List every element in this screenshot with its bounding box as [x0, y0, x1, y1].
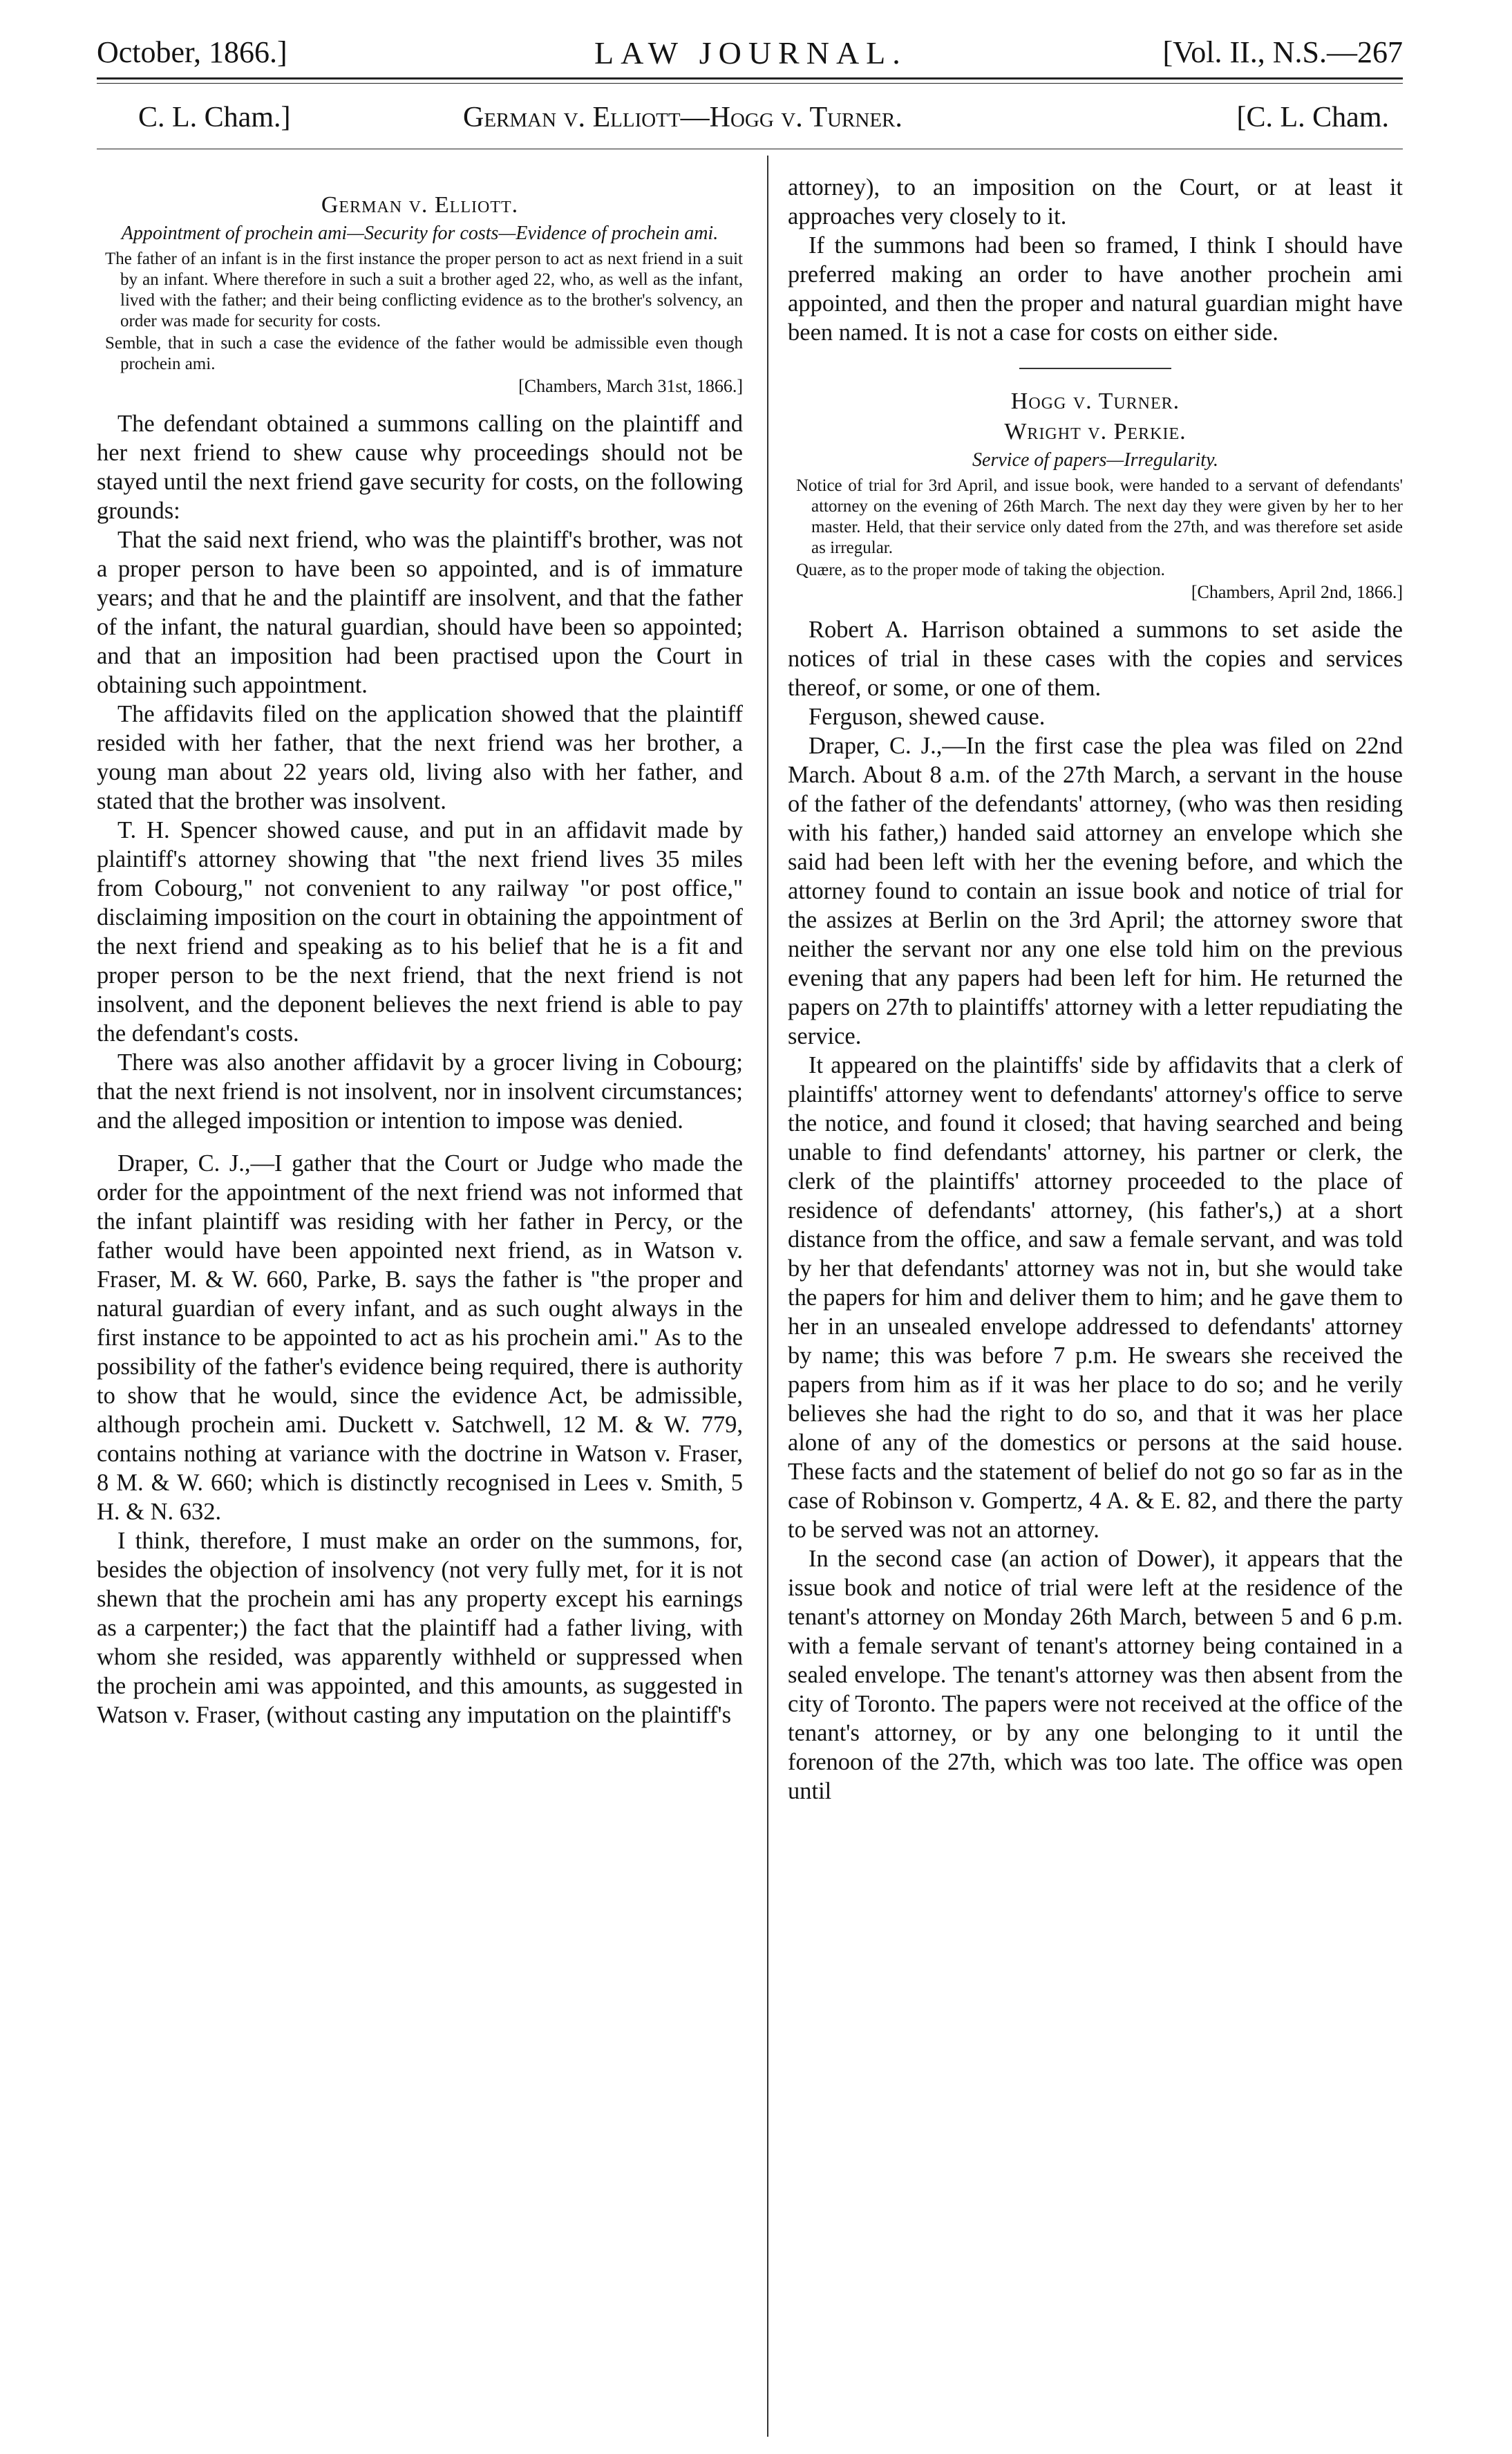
citation: [Chambers, April 2nd, 1866.]	[1191, 582, 1403, 602]
case-header-left: C. L. Cham.]	[138, 102, 291, 133]
paragraph: Robert A. Harrison obtained a summons to set aside the notices of trial in these cases with the copies and services thereof, or some, or one of them.	[788, 617, 1403, 701]
header-date: October, 1866.]	[97, 35, 287, 69]
running-header	[97, 28, 1403, 76]
section-rule	[1019, 368, 1171, 369]
case-header-center: German v. Elliott—Hogg v. Turner.	[463, 102, 903, 133]
header-rule-thick	[97, 77, 1403, 79]
headnote: Quære, as to the proper mode of taking the objection.	[796, 561, 1165, 579]
judgment-paragraph: Draper, C. J.,—In the first case the plea was filed on 22nd March. About 8 a.m. of the 27th March, a servant in the house of the father of the defendants' attorney, (who was then residing with his father,) handed said attorney an envelope which she said had been left with her the evening before, and which the attorney found to contain an issue book and notice of trial for the assizes at Berlin on the 3rd April; the attorney swore that neither the servant nor any one else told him on the previous evening that any papers had been left for him. He returned the papers on 27th to plaintiffs' attorney with a letter repudiating the service.	[788, 733, 1403, 1049]
paragraph: In the second case (an action of Dower), it appears that the issue book and notice of trial were left at the residence of the tenant's attorney on Monday 26th March, between 5 and 6 p.m. with a female servant of tenant's attorney being contained in a sealed envelope. The tenant's attorney was then absent from the city of Toronto. The papers were not received at the office of the tenant's attorney, or by any one belonging to it until the forenoon of the 27th, which was too late. The office was open until	[788, 1546, 1403, 1804]
case-header-right: [C. L. Cham.	[1236, 102, 1389, 133]
citation: [Chambers, March 31st, 1866.]	[518, 376, 743, 396]
judgment-paragraph: Draper, C. J.,—I gather that the Court or Judge who made the order for the appointment of the next friend was not informed that the infant plaintiff was residing with her father in Percy, or the father would have been appointed next friend, as in Watson v. Fraser, M. & W. 660, Parke, B. says the father is "the proper and natural guardian of every infant, and as such ought always in the first instance to be appointed to act as his prochein ami." As to the possibility of the father's evidence being required, there is authority to show that he would, since the evidence Act, be admissible, although prochein ami. Duckett v. Satchwell, 12 M. & W. 779, contains nothing at variance with the doctrine in Watson v. Fraser, 8 M. & W. 660; which is distinctly recognised in Lees v. Smith, 5 H. & N. 632.	[97, 1150, 743, 1525]
paragraph: The defendant obtained a summons calling on the plaintiff and her next friend to shew cause why proceedings should not be stayed until the next friend gave security for costs, on the following grounds:	[97, 411, 743, 524]
case-header	[97, 97, 1403, 138]
paragraph: It appeared on the plaintiffs' side by affidavits that a clerk of plaintiffs' attorney went to defendants' attorney's office to serve the notice, and found it closed; that having searched and being unable to find defendants' attorney, his partner or clerk, the clerk of the plaintiffs' attorney proceeded to the place of residence of defendants' attorney, (his father's,) at a short distance from the office, and saw a female servant, and was told by her that defendants' attorney was not in, but she would take the papers for him and deliver them to him; and he gave them to her in an unsealed envelope addressed to defendants' attorney by name; this was before 7 p.m. He swears she received the papers from him as if it was her place to do so; and he verily believes she had the right to do so, and that it was her place alone of any of the domestics or persons at the said house. These facts and the statement of belief do not go so far as in the case of Robinson v. Gompertz, 4 A. & E. 82, and there the party to be served was not an attorney.	[788, 1052, 1403, 1543]
right-column	[788, 173, 1403, 1806]
case-title: Wright v. Perkie.	[1004, 419, 1187, 444]
headnote: The father of an infant is in the first instance the proper person to act as next friend in a suit by an infant. Where therefore in such a suit a brother aged 22, who, as well as the infant, lived with the father; and their being conflicting evidence as to the brother's solvency, an order was made for security for costs.	[105, 250, 743, 330]
column-divider	[767, 156, 768, 2437]
paragraph: That the said next friend, who was the plaintiff's brother, was not a proper person to have been so appointed, and is of immature years; and that he and the plaintiff are insolvent, and that the father of the infant, the natural guardian, should have been so appointed; and that an imposition had been practised upon the Court in obtaining such appointment.	[97, 527, 743, 698]
case-title: German v. Elliott.	[321, 192, 519, 218]
left-column	[97, 173, 743, 1730]
paragraph: I think, therefore, I must make an order on the summons, for, besides the objection of insolvency (not very fully met, for it is not shewn that the prochein ami has any property except his earnings as a carpenter;) the fact that the plaintiff had a father living, with whom she resided, was apparently withheld or suppressed when the prochein ami was appointed, and this amounts, as suggested in Watson v. Fraser, (without casting any imputation on the plaintiff's	[97, 1528, 743, 1728]
paragraph: attorney), to an imposition on the Court, or at least it approaches very closely to it.	[788, 174, 1403, 230]
header-journal-title: LAW JOURNAL.	[594, 35, 907, 71]
paragraph: Ferguson, shewed cause.	[809, 704, 1046, 730]
paragraph: The affidavits filed on the application showed that the plaintiff resided with her father, that the next friend was her brother, a young man about 22 years old, living also with her father, and stated that the brother was insolvent.	[97, 701, 743, 814]
paragraph: T. H. Spencer showed cause, and put in an affidavit made by plaintiff's attorney showing that "the next friend lives 35 miles from Cobourg," not convenient to any railway "or post office," disclaiming imposition on the court in obtaining the appointment of the next friend and speaking as to his belief that he is a fit and proper person to be the next friend, that the next friend is not insolvent, and the deponent believes the next friend is able to pay the defendant's costs.	[97, 817, 743, 1047]
headnote-title: Service of papers—Irregularity.	[972, 449, 1218, 471]
header-volume-page: [Vol. II., N.S.—267	[1162, 35, 1403, 69]
case-title: Hogg v. Turner.	[1010, 388, 1180, 414]
headnote: Semble, that in such a case the evidence of the father would be admissible even though prochein ami.	[105, 334, 743, 373]
paragraph: There was also another affidavit by a grocer living in Cobourg; that the next friend is not insolvent, nor in insolvent circumstances; and the alleged imposition or intention to impose was denied.	[97, 1049, 743, 1134]
headnote-title: Appointment of prochein ami—Security for costs—Evidence of prochein ami.	[121, 223, 719, 244]
paragraph: If the summons had been so framed, I think I should have preferred making an order to have another prochein ami appointed, and then the proper and natural guardian might have been named. It is not a case for costs on either side.	[788, 232, 1403, 346]
spacer	[97, 1135, 743, 1149]
headnote: Notice of trial for 3rd April, and issue book, were handed to a servant of defendants' attorney on the evening of 26th March. The next day they were given by her to her master. Held, that their service only dated from the 27th, and was therefore set aside as irregular.	[796, 476, 1403, 557]
header-rule-thin	[97, 83, 1403, 84]
